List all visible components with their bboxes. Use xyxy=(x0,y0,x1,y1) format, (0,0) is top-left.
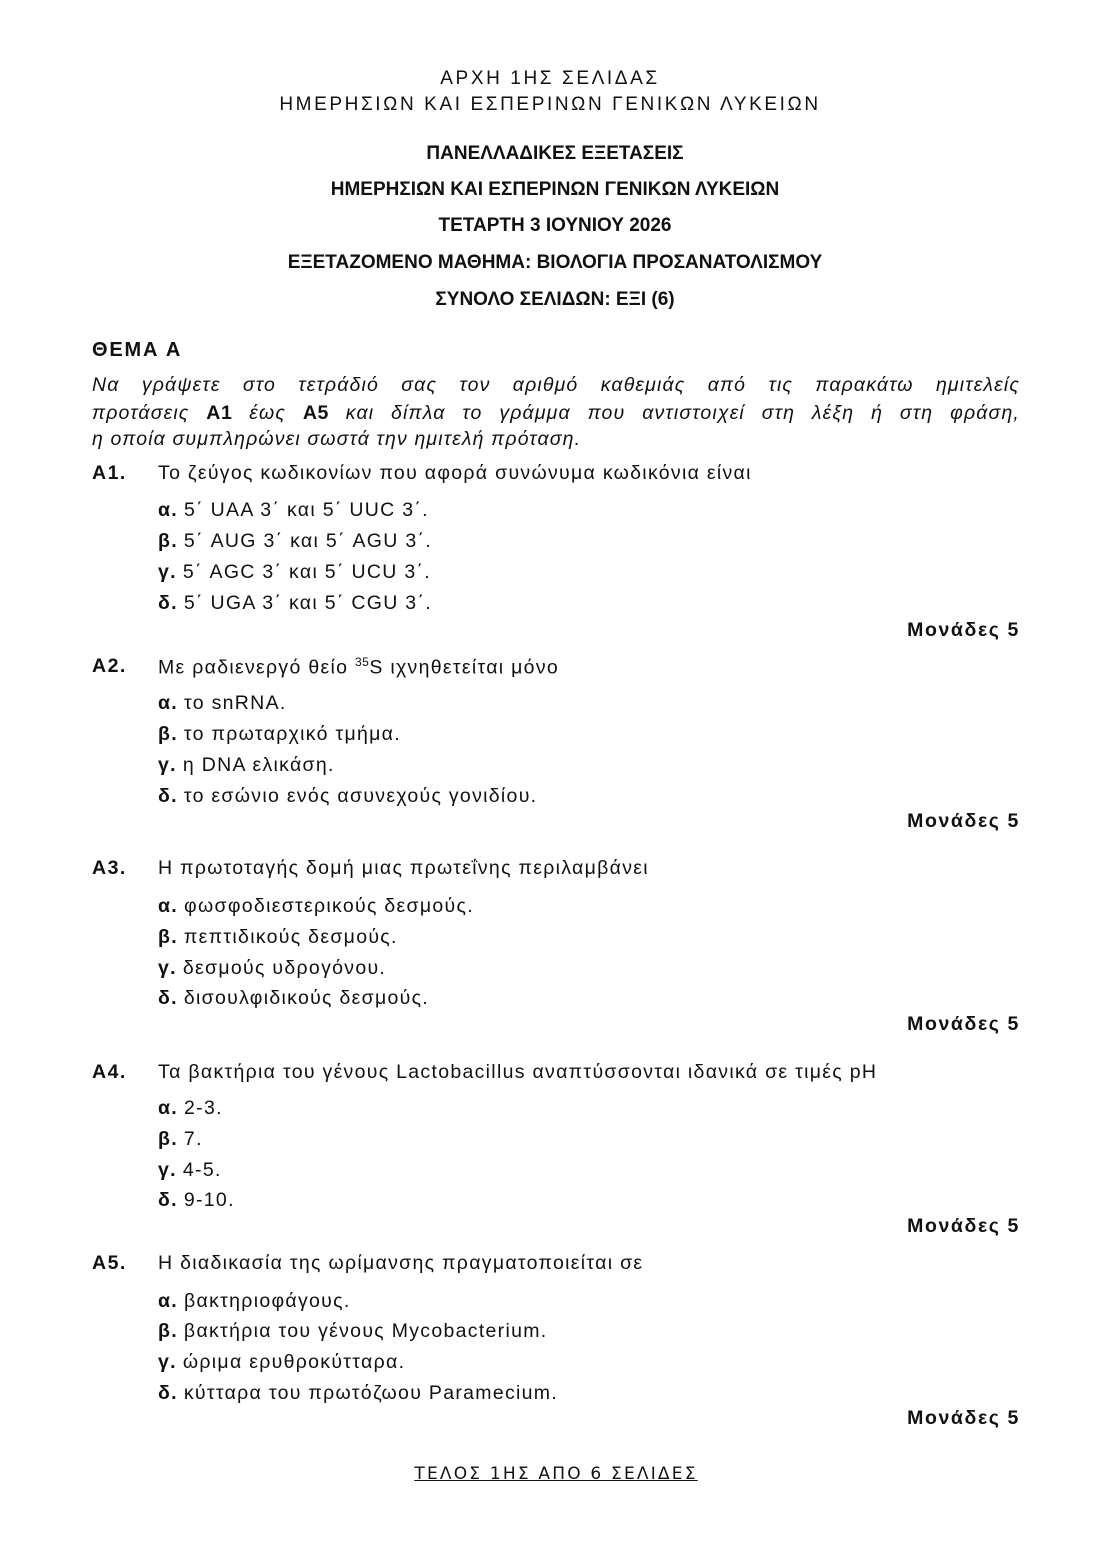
option-text: πεπτιδικούς δεσμούς. xyxy=(183,926,398,948)
option-text: 4-5. xyxy=(182,1159,222,1181)
option-text: 9-10. xyxy=(183,1189,235,1211)
instructions-text: προτάσεις xyxy=(92,402,207,424)
option-letter: β. xyxy=(158,723,178,745)
answer-option xyxy=(158,1382,558,1405)
question-number: Α2. xyxy=(92,655,127,677)
answer-option xyxy=(158,987,429,1010)
option-letter: β. xyxy=(158,530,178,552)
option-text: 2-3. xyxy=(184,1097,223,1119)
instructions-text: Να γράψετε στο τετράδιό σας τον αριθμό καθεμιάς από τις παρακάτω ημιτελείς xyxy=(92,374,1020,396)
question-number: Α5. xyxy=(92,1252,127,1274)
option-letter: γ. xyxy=(158,1351,177,1373)
answer-option xyxy=(158,723,401,746)
answer-option xyxy=(158,530,432,553)
option-letter: α. xyxy=(158,692,179,714)
answer-option xyxy=(158,592,432,615)
page-header-line-2: ΗΜΕΡΗΣΙΩΝ ΚΑΙ ΕΣΠΕΡΙΝΩΝ ΓΕΝΙΚΩΝ ΛΥΚΕΙΩΝ xyxy=(279,94,821,115)
instructions-bold-a1: Α1 xyxy=(206,402,233,424)
option-text: 5΄ UAA 3΄ και 5΄ UUC 3΄. xyxy=(184,499,429,521)
option-text: δισουλφιδικούς δεσμούς. xyxy=(183,987,430,1009)
option-letter: β. xyxy=(158,1128,178,1150)
option-text: 5΄ AUG 3΄ και 5΄ AGU 3΄. xyxy=(183,530,433,552)
option-text: το εσώνιο ενός ασυνεχούς γονιδίου. xyxy=(183,785,538,807)
answer-option xyxy=(158,754,335,777)
instructions-line-2 xyxy=(92,402,1020,425)
option-letter: δ. xyxy=(158,785,178,807)
page-footer: ΤΕΛΟΣ 1ΗΣ ΑΠΟ 6 ΣΕΛΙΔΕΣ xyxy=(414,1464,698,1484)
question-text-part: Με ραδιενεργό θείο xyxy=(158,656,355,679)
question-text xyxy=(158,655,559,680)
option-letter: β. xyxy=(158,1320,178,1342)
marks-label: Μονάδες 5 xyxy=(907,1215,1020,1237)
option-text: το snRNA. xyxy=(184,692,287,714)
answer-option xyxy=(158,1189,235,1212)
answer-option xyxy=(158,1351,405,1374)
instructions-bold-a5: Α5 xyxy=(302,402,329,424)
option-letter: δ. xyxy=(158,592,178,614)
option-text: ώριμα ερυθροκύτταρα. xyxy=(182,1351,406,1373)
question-text: Τα βακτήρια του γένους Lactobacillus αναπτύσσονται ιδανικά σε τιμές pH xyxy=(158,1061,878,1083)
instructions-text: και δίπλα το γράμμα που αντιστοιχεί στη λέξη ή στη φράση, xyxy=(328,402,1020,424)
page-header-line-1: ΑΡΧΗ 1ΗΣ ΣΕΛΙΔΑΣ xyxy=(440,68,660,89)
option-letter: γ. xyxy=(158,754,177,776)
option-letter: δ. xyxy=(158,987,178,1009)
option-text: κύτταρα του πρωτόζωου Paramecium. xyxy=(183,1382,559,1404)
option-letter: δ. xyxy=(158,1189,178,1211)
option-text: 7. xyxy=(183,1128,203,1150)
option-text: 5΄ AGC 3΄ και 5΄ UCU 3΄. xyxy=(182,561,431,583)
option-letter: β. xyxy=(158,926,178,948)
question-number: Α3. xyxy=(92,857,127,879)
answer-option xyxy=(158,1128,203,1151)
answer-option xyxy=(158,561,431,584)
marks-label: Μονάδες 5 xyxy=(907,619,1020,641)
option-letter: δ. xyxy=(158,1382,178,1404)
title-exams: ΠΑΝΕΛΛΑΔΙΚΕΣ ΕΞΕΤΑΣΕΙΣ xyxy=(426,143,684,164)
option-text: βακτήρια του γένους Mycobacterium. xyxy=(183,1320,548,1342)
title-schools: ΗΜΕΡΗΣΙΩΝ ΚΑΙ ΕΣΠΕΡΙΝΩΝ ΓΕΝΙΚΩΝ ΛΥΚΕΙΩΝ xyxy=(330,179,780,200)
option-letter: γ. xyxy=(158,957,177,979)
marks-label: Μονάδες 5 xyxy=(907,810,1020,832)
marks-label: Μονάδες 5 xyxy=(907,1013,1020,1035)
option-letter: α. xyxy=(158,499,179,521)
option-letter: γ. xyxy=(158,561,177,583)
instructions-line-3: η οποία συμπληρώνει σωστά την ημιτελή πρόταση. xyxy=(92,428,582,450)
answer-option xyxy=(158,957,386,980)
title-date: ΤΕΤΑΡΤΗ 3 ΙΟΥΝΙΟΥ 2026 xyxy=(438,215,672,236)
question-number: Α1. xyxy=(92,462,127,484)
marks-label: Μονάδες 5 xyxy=(907,1407,1020,1429)
question-text: Η διαδικασία της ωρίμανσης πραγματοποιείται σε xyxy=(158,1252,644,1274)
option-text: 5΄ UGA 3΄ και 5΄ CGU 3΄. xyxy=(183,592,432,614)
answer-option xyxy=(158,926,398,949)
answer-option xyxy=(158,499,429,522)
question-text-part: S ιχνηθετείται μόνο xyxy=(369,656,560,679)
option-text: η DNA ελικάση. xyxy=(182,754,335,776)
answer-option xyxy=(158,1290,351,1313)
option-text: βακτηριοφάγους. xyxy=(184,1290,351,1312)
question-text: Το ζεύγος κωδικονίων που αφορά συνώνυμα κωδικόνια είναι xyxy=(158,462,752,484)
answer-option xyxy=(158,692,287,715)
instructions-line-1 xyxy=(92,374,1020,397)
answer-option xyxy=(158,1159,222,1182)
option-letter: α. xyxy=(158,1290,179,1312)
option-letter: α. xyxy=(158,1097,179,1119)
option-letter: γ. xyxy=(158,1159,177,1181)
instructions-text: έως xyxy=(232,402,303,424)
title-page-count: ΣΥΝΟΛΟ ΣΕΛΙΔΩΝ: ΕΞΙ (6) xyxy=(435,289,675,310)
option-text: το πρωταρχικό τμήμα. xyxy=(183,723,401,745)
question-number: Α4. xyxy=(92,1061,127,1083)
answer-option xyxy=(158,1097,223,1120)
section-title: ΘΕΜΑ Α xyxy=(92,339,183,361)
answer-option xyxy=(158,1320,548,1343)
answer-option xyxy=(158,785,537,808)
option-text: φωσφοδιεστερικούς δεσμούς. xyxy=(184,895,474,917)
option-text: δεσμούς υδρογόνου. xyxy=(182,957,387,979)
isotope-superscript: 35 xyxy=(354,655,370,669)
question-text: Η πρωτοταγής δομή μιας πρωτεΐνης περιλαμβάνει xyxy=(158,857,649,879)
title-subject: ΕΞΕΤΑΖΟΜΕΝΟ ΜΑΘΗΜΑ: ΒΙΟΛΟΓΙΑ ΠΡΟΣΑΝΑΤΟΛΙΣΜΟΥ xyxy=(287,252,823,273)
option-letter: α. xyxy=(158,895,179,917)
answer-option xyxy=(158,895,474,918)
